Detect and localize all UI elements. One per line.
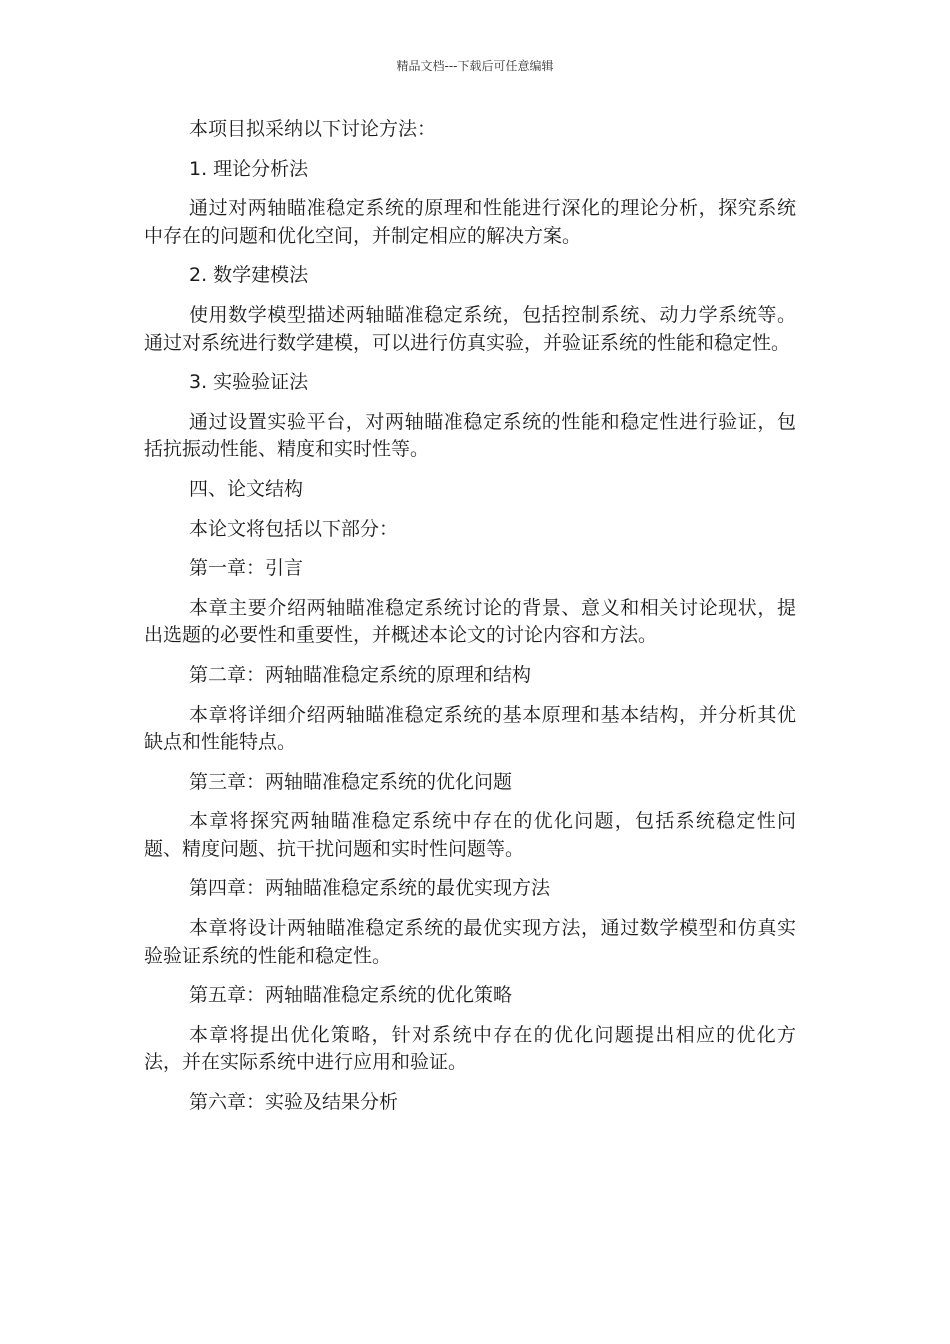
chapter-2-title: 第二章：两轴瞄准稳定系统的原理和结构 [189, 663, 532, 686]
chapter-5-title: 第五章：两轴瞄准稳定系统的优化策略 [189, 984, 513, 1007]
paragraph-intro: 本项目拟采纳以下讨论方法： [189, 118, 437, 140]
paragraph-method-2: 使用数学模型描述两轴瞄准稳定系统，包括控制系统、动力学系统等。通过对系统进行数学建模，可以进行仿真实验，并验证系统的性能和稳定性。 [144, 303, 796, 354]
chapter-3-title: 第三章：两轴瞄准稳定系统的优化问题 [189, 770, 513, 793]
heading-method-1: 1. 理论分析法 [189, 157, 309, 180]
paragraph-method-1: 通过对两轴瞄准稳定系统的原理和性能进行深化的理论分析，探究系统中存在的问题和优化空间，并制定相应的解决方案。 [144, 197, 796, 247]
page-header: 精品文档---下载后可任意编辑 [396, 59, 554, 73]
chapter-5-summary: 本章将提出优化策略，针对系统中存在的优化问题提出相应的优化方法，并在实际系统中进行应用和验证。 [144, 1023, 796, 1074]
section-heading-structure: 四、论文结构 [189, 477, 304, 500]
chapter-3-summary: 本章将探究两轴瞄准稳定系统中存在的优化问题，包括系统稳定性问题、精度问题、抗干扰问题和实时性问题等。 [144, 810, 796, 860]
document-body [144, 116, 796, 1129]
chapter-1-title: 第一章：引言 [189, 557, 304, 580]
paragraph-method-3: 通过设置实验平台，对两轴瞄准稳定系统的性能和稳定性进行验证，包括抗振动性能、精度和实时性等。 [144, 410, 796, 461]
chapter-2-summary: 本章将详细介绍两轴瞄准稳定系统的基本原理和基本结构，并分析其优缺点和性能特点。 [144, 703, 796, 754]
chapter-4-summary: 本章将设计两轴瞄准稳定系统的最优实现方法，通过数学模型和仿真实验验证系统的性能和稳定性。 [144, 917, 796, 967]
heading-method-2: 2. 数学建模法 [189, 264, 309, 287]
heading-method-3: 3. 实验验证法 [189, 371, 309, 394]
paragraph-structure-intro: 本论文将包括以下部分： [189, 517, 399, 540]
chapter-4-title: 第四章：两轴瞄准稳定系统的最优实现方法 [189, 877, 551, 900]
chapter-6-title: 第六章：实验及结果分析 [189, 1091, 399, 1114]
chapter-1-summary: 本章主要介绍两轴瞄准稳定系统讨论的背景、意义和相关讨论现状，提出选题的必要性和重要性，并概述本论文的讨论内容和方法。 [144, 596, 796, 647]
